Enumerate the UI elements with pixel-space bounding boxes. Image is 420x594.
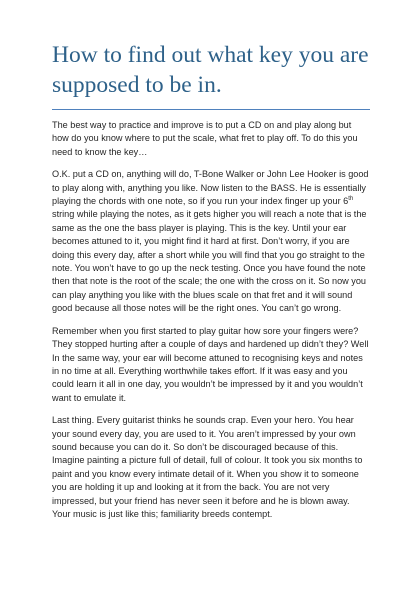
paragraph-last-thing: Last thing. Every guitarist thinks he sounds crap. Even your hero. You hear your sound every day, you are used to it. You aren’t impressed by your own sound because you can do it. So don’t be discouraged because of this. Imagine painting a picture full of detail, full of colour. It took you six months to paint and you know every intimate detail of it. When you show it to someone you are holding it up and looking at it from the back. You are not very impressed, but your friend has never seen it before and he is blown away. Your music is just like this; familiarity breeds contempt. bbox=[52, 415, 363, 519]
paragraph-intro: The best way to practice and improve is to put a CD on and play along but how do you know where to put the scale, what fret to play off. To do this you need to know the key… bbox=[52, 120, 358, 157]
ordinal-suffix: th bbox=[348, 196, 354, 203]
paragraph-sore-fingers: Remember when you first started to play guitar how sore your fingers were? They stopped hurting after a couple of days and hardened up didn’t they? Well In the same way, your ear will become attuned to recognising keys and notes in no time at all. Everything worthwhile takes effort. If it was easy and you could learn it all in one day, you wouldn’t be impressed by it and you wouldn’t want to emulate it. bbox=[52, 325, 369, 403]
title-divider bbox=[52, 109, 370, 110]
paragraph-find-key-part2: string while playing the notes, as it gets higher you will reach a note that is the same as the one the bass player is playing. This is the key. Until your ear becomes attuned to it, you might find it hard at first. Don’t worry, if you are doing this every day, after a short while you will find that you go straight to the note. You won’t have to go up the neck testing. Once you have found the note then that note is the root of the scale; the one with the cross on it. So now you can play anything you like with the blues scale on that fret and it will sound good because all those notes will be the right ones. You can’t go wrong. bbox=[52, 209, 367, 314]
paragraph-find-key-part1: O.K. put a CD on, anything will do, T-Bone Walker or John Lee Hooker is good to play along with, anything you like. Now listen to the BASS. He is essentially playing the chords with one note, so if you run your index finger up your 6 bbox=[52, 169, 369, 207]
paragraph-find-key bbox=[52, 168, 370, 315]
page-title: How to find out what key you are supposed to be in. bbox=[52, 42, 369, 98]
document-body bbox=[52, 119, 370, 521]
